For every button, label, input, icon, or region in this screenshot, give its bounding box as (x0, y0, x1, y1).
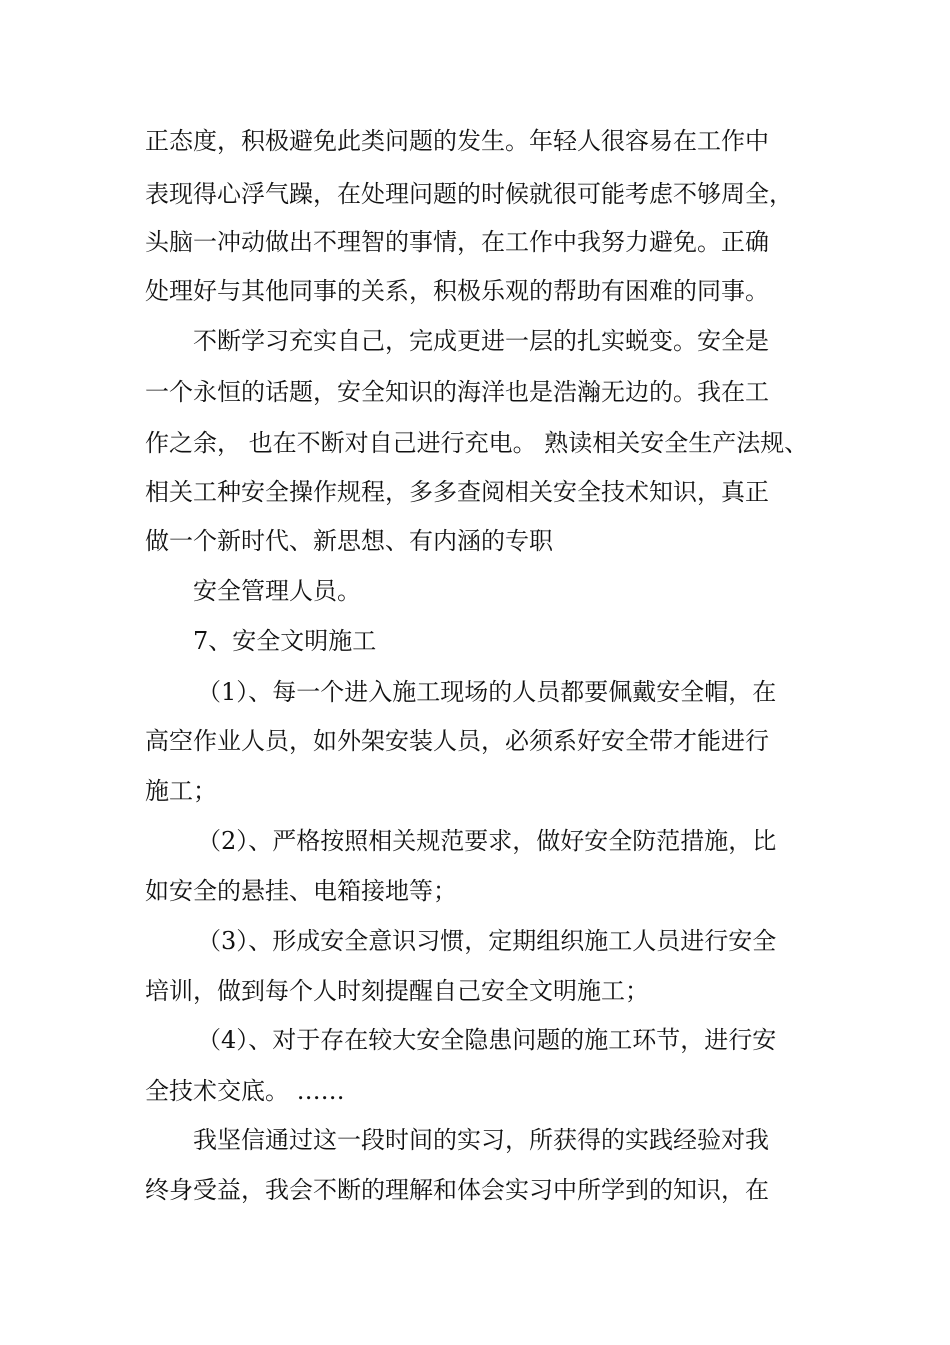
text-line: 如安全的悬挂、电箱接地等； (145, 877, 457, 905)
text-line: （3）、形成安全意识习惯，定期组织施工人员进行安全 (197, 927, 777, 955)
text-line: （1）、每一个进入施工现场的人员都要佩戴安全帽，在 (197, 678, 777, 706)
text-line: 相关工种安全操作规程，多多查阅相关安全技术知识，真正 (145, 478, 769, 506)
text-line: 终身受益，我会不断的理解和体会实习中所学到的知识，在 (145, 1176, 769, 1204)
text-line: 全技术交底。 …… (145, 1077, 345, 1105)
text-line: 一个永恒的话题，安全知识的海洋也是浩瀚无边的。我在工 (145, 378, 769, 406)
text-line: 高空作业人员，如外架安装人员，必须系好安全带才能进行 (145, 727, 769, 755)
text-line: 处理好与其他同事的关系，积极乐观的帮助有困难的同事。 (145, 277, 769, 305)
text-line: 不断学习充实自己，完成更进一层的扎实蜕变。安全是 (193, 327, 769, 355)
text-line: 头脑一冲动做出不理智的事情，在工作中我努力避免。正确 (145, 228, 769, 256)
text-line: 做一个新时代、新思想、有内涵的专职 (145, 527, 553, 555)
text-line: 作之余， 也在不断对自己进行充电。 熟读相关安全生产法规、 (145, 429, 809, 457)
text-line: 正态度，积极避免此类问题的发生。年轻人很容易在工作中 (145, 127, 769, 155)
text-line: 培训，做到每个人时刻提醒自己安全文明施工； (145, 977, 649, 1005)
text-line: 安全管理人员。 (193, 577, 361, 605)
text-line: 我坚信通过这一段时间的实习，所获得的实践经验对我 (193, 1126, 769, 1154)
text-line: （2）、严格按照相关规范要求，做好安全防范措施，比 (197, 827, 777, 855)
section-heading: 7、安全文明施工 (193, 627, 377, 655)
text-line: 施工； (145, 777, 217, 805)
text-line: 表现得心浮气躁，在处理问题的时候就很可能考虑不够周全， (145, 180, 793, 208)
text-line: （4）、对于存在较大安全隐患问题的施工环节，进行安 (197, 1026, 777, 1054)
